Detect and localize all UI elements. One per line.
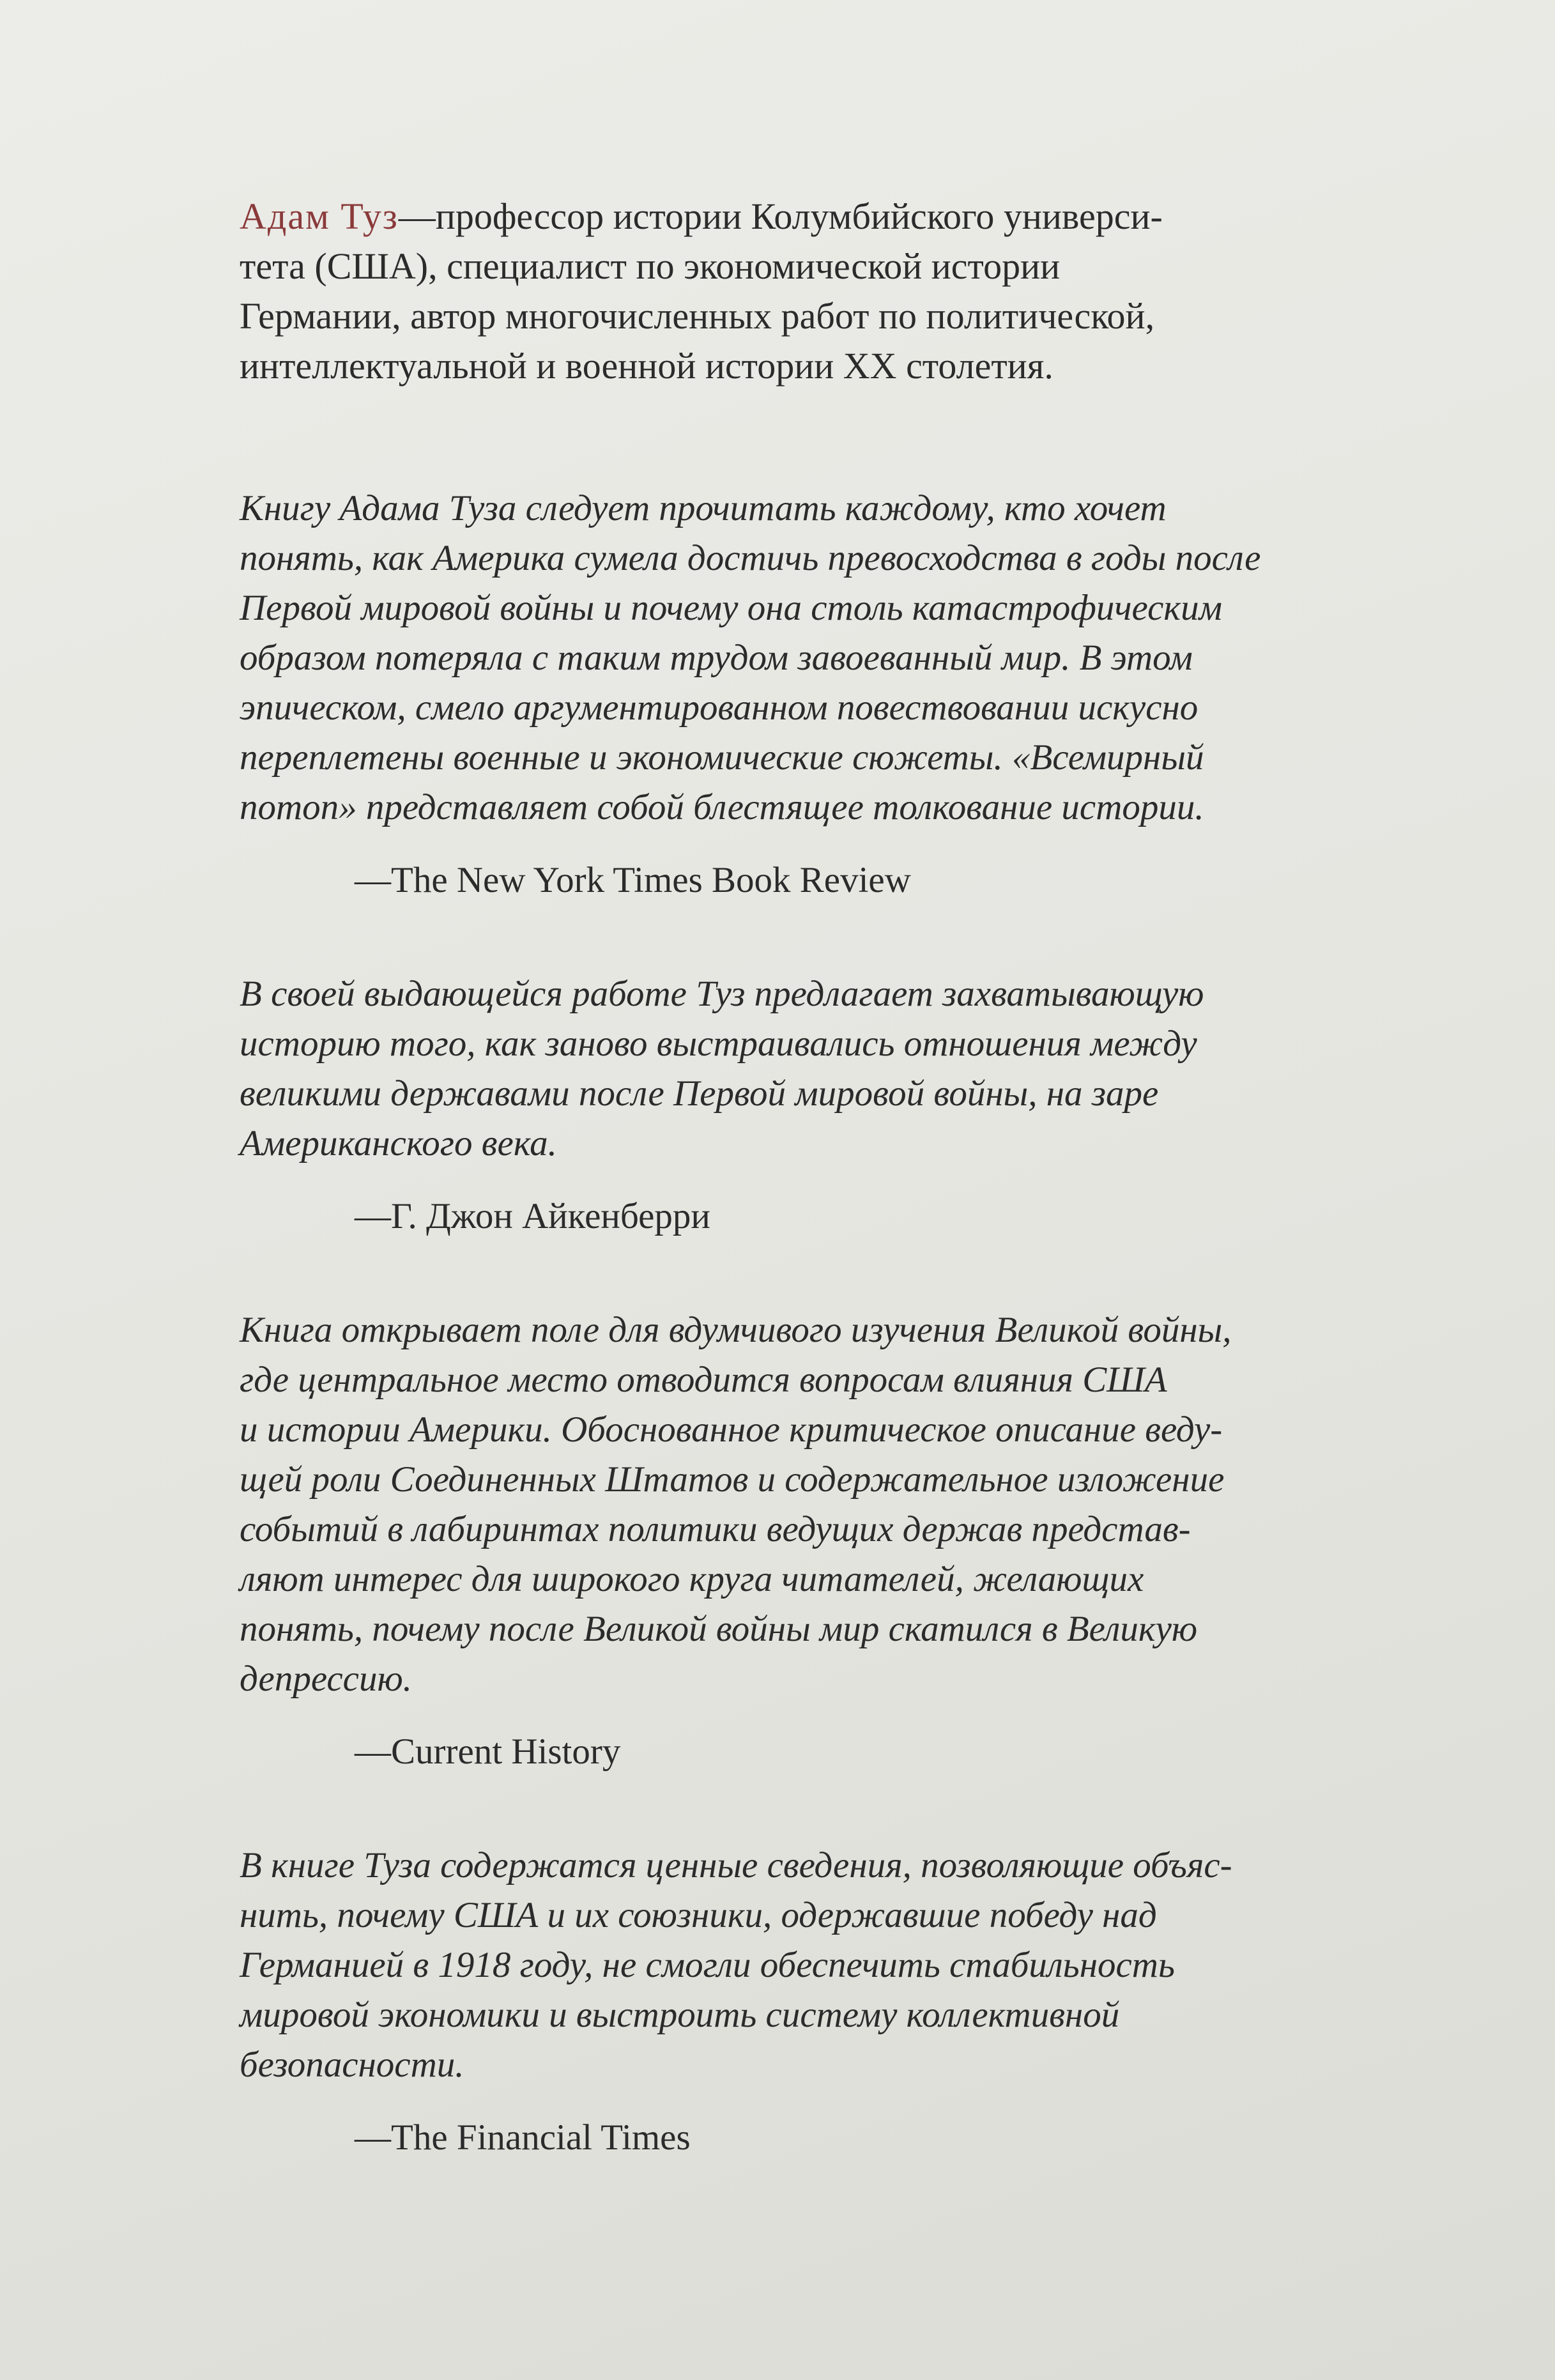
author-bio bbox=[240, 192, 1370, 391]
bio-line: интеллектуальной и военной истории XX столетия. bbox=[240, 345, 1053, 387]
cover-text bbox=[240, 192, 1370, 2163]
review-attribution: —The Financial Times bbox=[355, 2117, 691, 2158]
review-attribution: —The New York Times Book Review bbox=[355, 860, 911, 900]
bio-line: тета (США), специалист по экономической истории bbox=[240, 245, 1061, 287]
bio-line: Адам Туз—профессор истории Колумбийского универси- bbox=[240, 196, 1163, 237]
review-quote: Книгу Адама Туза следует прочитать каждому, кто хочет понять, как Америка сумела достичь превосходства в годы после Первой мировой войны и почему она столь катастрофическим образом потеряла с таким трудом завоеванный мир. В этом эпическом, смело аргументированном повествовании искусно переплетены военные и экономические сюжеты. «Всемирный потоп» представляет собой блестящее толкование истории. bbox=[240, 488, 1261, 827]
review-attribution: —Current History bbox=[355, 1731, 621, 1772]
review-quote: В книге Туза содержатся ценные сведения, позволяющие объяс- нить, почему США и их союзники, одержавшие победу над Германией в 1918 году, не смогли обеспечить стабильность мировой экономики и выстроить систему коллективной безопасности. bbox=[240, 1845, 1232, 2085]
review-4 bbox=[240, 1841, 1370, 2163]
bio-line: Германии, автор многочисленных работ по политической, bbox=[240, 295, 1155, 337]
author-name: Адам Туз bbox=[240, 196, 399, 237]
review-attribution: —Г. Джон Айкенберри bbox=[355, 1196, 710, 1236]
review-3 bbox=[240, 1305, 1370, 1777]
review-quote: Книга открывает поле для вдумчивого изучения Великой войны, где центральное место отводится вопросам влияния США и истории Америки. Обоснованное критическое описание веду- щей роли Соединенных Штатов и содержательное изложение событий в лабиринтах политики ведущих держав представ- ляют интерес для широкого круга читателей, желающих понять, почему после Великой войны мир скатился в Великую депрессию. bbox=[240, 1310, 1232, 1699]
review-quote: В своей выдающейся работе Туз предлагает захватывающую историю того, как заново выстраивались отношения между великими державами после Первой мировой войны, на заре Американского века. bbox=[240, 974, 1204, 1163]
review-1 bbox=[240, 484, 1370, 905]
review-2 bbox=[240, 969, 1370, 1241]
